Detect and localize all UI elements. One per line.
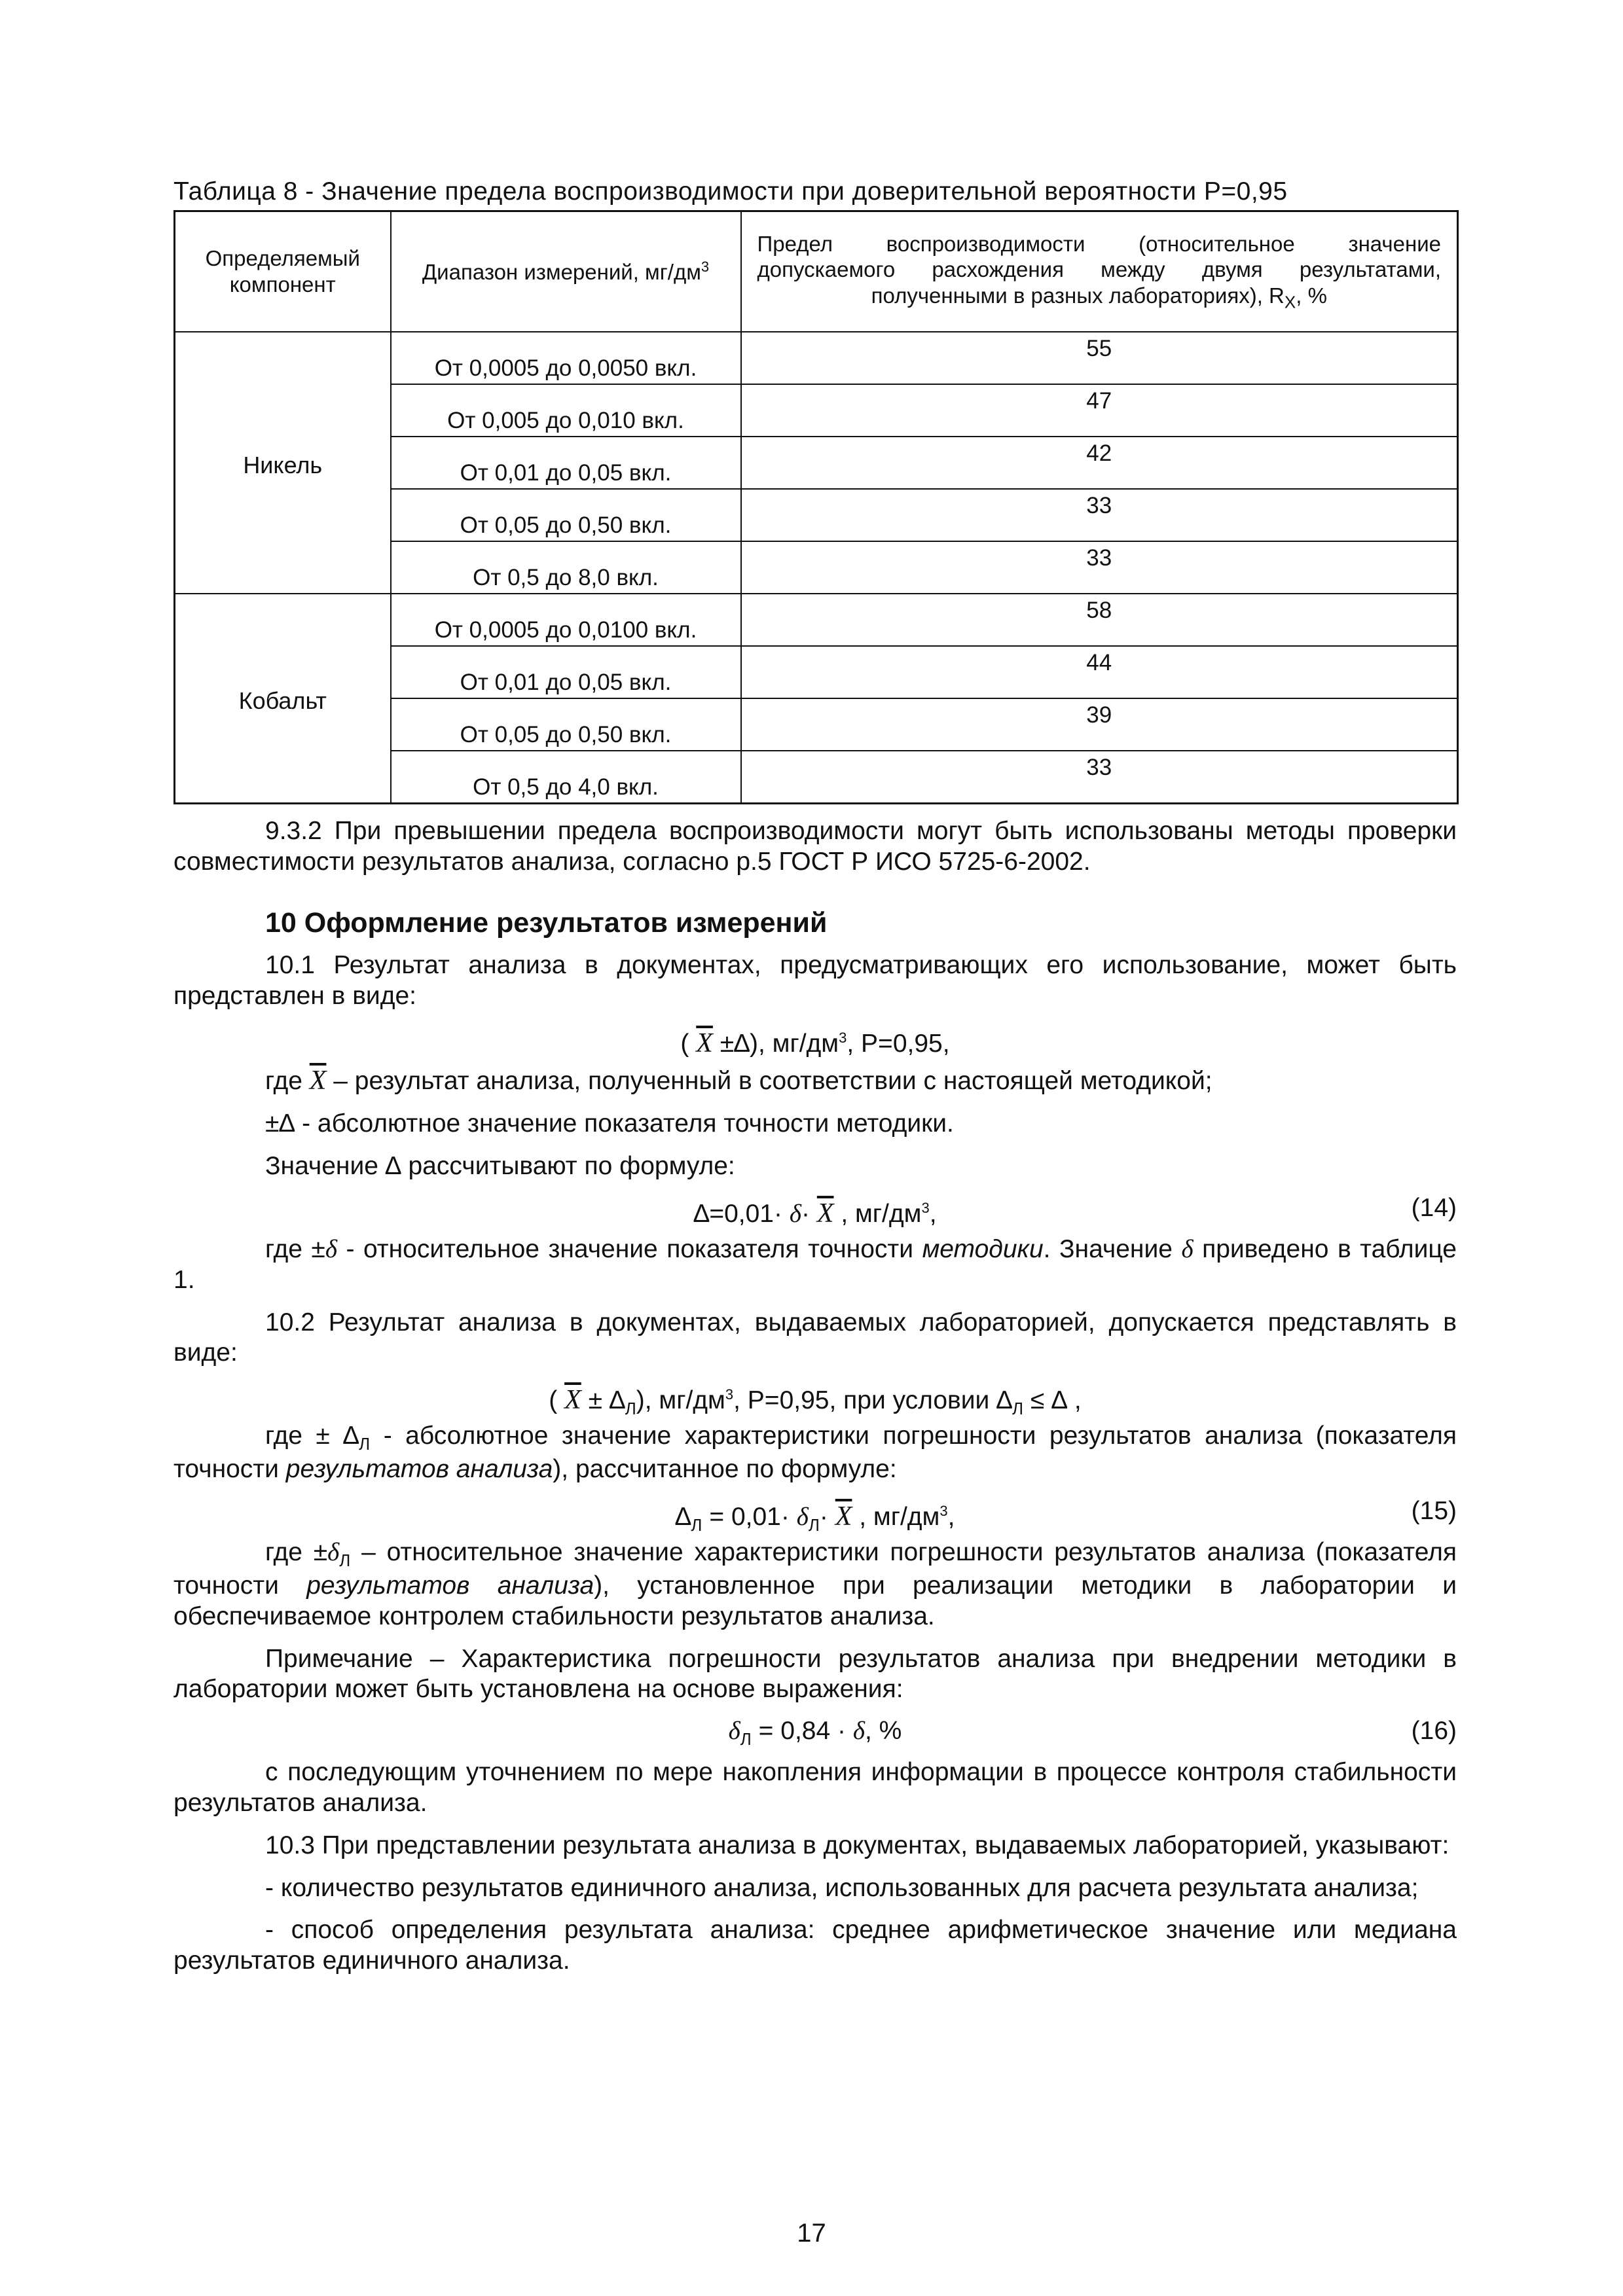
document-page bbox=[173, 177, 1457, 1977]
header-component: Определяемый компонент bbox=[175, 211, 391, 332]
range-cell: От 0,05 до 0,50 вкл. bbox=[391, 698, 741, 751]
page-number: 17 bbox=[797, 2219, 826, 2248]
list-item: - способ определения результата анализа: среднее арифметическое значение или медиана результатов единичного анализа. bbox=[173, 1916, 1457, 1975]
value-cell: 47 bbox=[741, 384, 1458, 437]
table-row bbox=[175, 594, 1458, 646]
equation-number: (15) bbox=[1411, 1497, 1457, 1526]
equation-number: (14) bbox=[1411, 1194, 1457, 1223]
delta-calc-line: Значение ∆ рассчитывают по формуле: bbox=[265, 1152, 735, 1181]
table-row bbox=[175, 332, 1458, 384]
value-cell: 39 bbox=[741, 698, 1458, 751]
pm-delta-line: ±∆ - абсолютное значение показателя точности методики. bbox=[265, 1109, 954, 1138]
component-cell: Никель bbox=[175, 332, 391, 594]
formula-15: $\Delta_Л = 0,01\cdot \delta_Л\cdot \overline{X}$ , $мг/дм^3$, (15) bbox=[173, 1494, 1457, 1528]
equation-number: (16) bbox=[1411, 1717, 1457, 1746]
range-cell: От 0,5 до 4,0 вкл. bbox=[391, 751, 741, 804]
section-heading-10: 10 Оформление результатов измерений bbox=[265, 906, 828, 939]
range-cell: От 0,0005 до 0,0100 вкл. bbox=[391, 594, 741, 646]
paragraph-9-3-2: 9.3.2 При превышении предела воспроизводимости могут быть использованы методы проверки совместимости результатов анализа, согласно р.5 ГОСТ Р ИСО 5725-6-2002. bbox=[173, 817, 1457, 876]
paragraph-10-3: 10.3 При представлении результата анализа в документах, выдаваемых лабораторией, указывают: bbox=[265, 1831, 1450, 1859]
where-delta-l2-paragraph: где $\pm\delta_Л$ – относительное значение характеристики погрешности результатов анализа (показателя точности результатов анализа), установленное при реализации методики в лаборатории и обеспечиваемое контролем стабильности результатов анализа. bbox=[173, 1538, 1457, 1630]
range-cell: От 0,0005 до 0,0050 вкл. bbox=[391, 332, 741, 384]
range-cell: От 0,01 до 0,05 вкл. bbox=[391, 646, 741, 698]
header-limit: Предел воспроизводимости (относительное значение допускаемого расхождения между двумя результатами, полученными в разных лабораториях), $R_X$, % bbox=[741, 211, 1458, 332]
where-delta-l-paragraph: где ± $\Delta_Л$ - абсолютное значение характеристики погрешности результатов анализа (показателя точности результатов анализа), рассчитанное по формуле: bbox=[173, 1422, 1457, 1484]
component-cell: Кобальт bbox=[175, 594, 391, 804]
range-cell: От 0,5 до 8,0 вкл. bbox=[391, 541, 741, 594]
formula-result-form: ( $\overline{X}$ ±∆), $мг/дм^3$, Р=0,95, bbox=[680, 1028, 950, 1059]
value-cell: 33 bbox=[741, 541, 1458, 594]
formula-14: $\Delta=0,01\cdot \delta\cdot \overline{X}$ , $мг/дм^3$, (14) bbox=[173, 1191, 1457, 1225]
value-cell: 42 bbox=[741, 437, 1458, 489]
paragraph-10-1: 10.1 Результат анализа в документах, предусматривающих его использование, может быть представлен в виде: bbox=[173, 951, 1457, 1011]
value-cell: 55 bbox=[741, 332, 1458, 384]
value-cell: 33 bbox=[741, 751, 1458, 804]
paragraph-10-2: 10.2 Результат анализа в документах, выдаваемых лабораторией, допускается представлять в виде: bbox=[173, 1308, 1457, 1367]
range-cell: От 0,005 до 0,010 вкл. bbox=[391, 384, 741, 437]
reproducibility-table bbox=[173, 210, 1459, 805]
range-cell: От 0,01 до 0,05 вкл. bbox=[391, 437, 741, 489]
note-paragraph: Примечание – Характеристика погрешности результатов анализа при внедрении методики в лаборатории может быть установлена на основе выражения: bbox=[173, 1644, 1457, 1704]
value-cell: 58 bbox=[741, 594, 1458, 646]
where-x-line: где $\overline{X}$ – результат анализа, полученный в соответствии с настоящей методикой; bbox=[265, 1066, 1213, 1096]
range-cell: От 0,05 до 0,50 вкл. bbox=[391, 489, 741, 541]
header-range: Диапазон измерений, $мг/дм^3$ bbox=[391, 211, 741, 332]
value-cell: 44 bbox=[741, 646, 1458, 698]
follow-up-paragraph: с последующим уточнением по мере накопления информации в процессе контроля стабильности результатов анализа. bbox=[173, 1758, 1457, 1817]
list-item: - количество результатов единичного анализа, использованных для расчета результата анализа; bbox=[265, 1873, 1419, 1902]
formula-lab-result: ( $\overline{X} \pm \Delta_Л$), $мг/дм^3$, Р=0,95, при условии $\Delta_Л$ ≤ ∆ , bbox=[549, 1385, 1082, 1419]
value-cell: 33 bbox=[741, 489, 1458, 541]
formula-16: $\delta_Л = 0,84 \cdot \delta$, % (16) bbox=[173, 1714, 1457, 1748]
table-caption: Таблица 8 - Значение предела воспроизводимости при доверительной вероятности Р=0,95 bbox=[173, 177, 1288, 206]
where-delta-paragraph: где ±δ - относительное значение показателя точности методики. Значение δ приведено в таблице 1. bbox=[173, 1235, 1457, 1294]
